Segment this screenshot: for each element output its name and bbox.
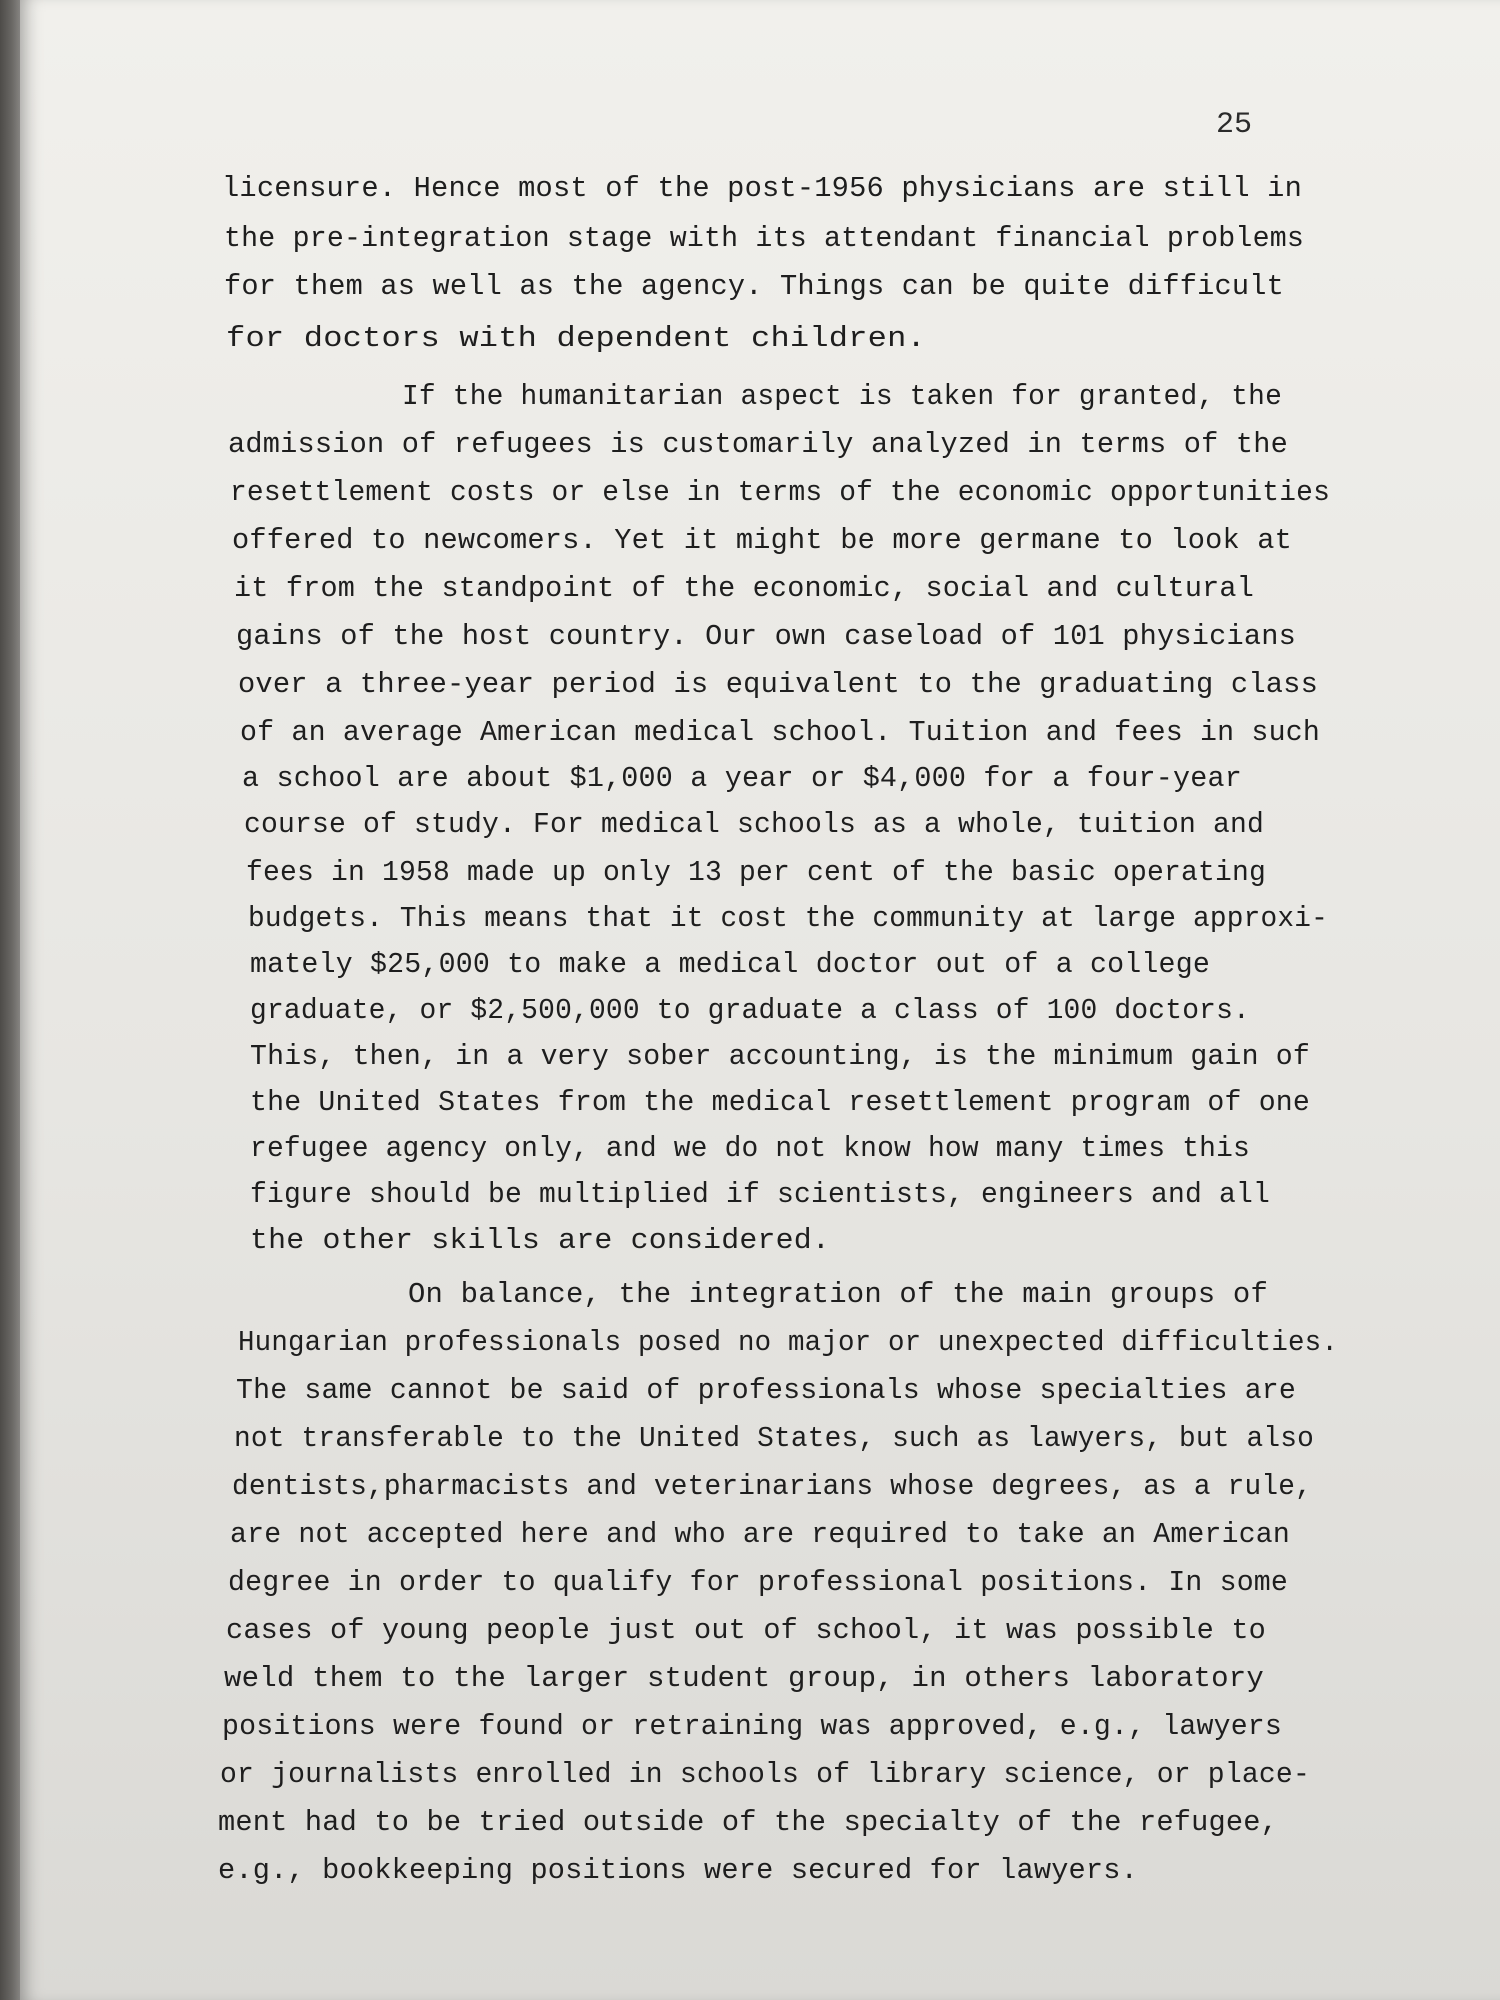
text-line: If the humanitarian aspect is taken for granted, the bbox=[402, 380, 1282, 413]
text-line: admission of refugees is customarily analyzed in terms of the bbox=[228, 428, 1288, 461]
text-line: for them as well as the agency. Things can be quite difficult bbox=[224, 270, 1284, 303]
text-line: of an average American medical school. Tuition and fees in such bbox=[240, 716, 1320, 749]
text-line: resettlement costs or else in terms of the economic opportunities bbox=[230, 476, 1330, 509]
text-line: over a three-year period is equivalent to the graduating class bbox=[238, 668, 1318, 701]
typewritten-page bbox=[20, 0, 1500, 2000]
text-line: e.g., bookkeeping positions were secured for lawyers. bbox=[218, 1854, 1138, 1887]
text-line: degree in order to qualify for professional positions. In some bbox=[228, 1566, 1288, 1599]
text-line: weld them to the larger student group, in others laboratory bbox=[224, 1662, 1264, 1695]
text-line: Hungarian professionals posed no major or unexpected difficulties. bbox=[238, 1326, 1338, 1359]
text-line: or journalists enrolled in schools of library science, or place- bbox=[220, 1758, 1310, 1791]
text-line: budgets. This means that it cost the community at large approxi- bbox=[248, 902, 1328, 935]
text-line: graduate, or $2,500,000 to graduate a class of 100 doctors. bbox=[250, 994, 1250, 1027]
text-line: it from the standpoint of the economic, social and cultural bbox=[234, 572, 1254, 605]
text-line: cases of young people just out of school, it was possible to bbox=[226, 1614, 1266, 1647]
text-line: positions were found or retraining was approved, e.g., lawyers bbox=[222, 1710, 1282, 1743]
text-line: the pre-integration stage with its attendant financial problems bbox=[224, 222, 1304, 255]
text-line: a school are about $1,000 a year or $4,000 for a four-year bbox=[242, 762, 1242, 795]
text-line: On balance, the integration of the main groups of bbox=[408, 1278, 1268, 1311]
text-line: The same cannot be said of professionals whose specialties are bbox=[236, 1374, 1296, 1407]
text-line: refugee agency only, and we do not know how many times this bbox=[250, 1132, 1250, 1165]
text-line: gains of the host country. Our own caseload of 101 physicians bbox=[236, 620, 1296, 653]
page-number: 25 bbox=[1216, 108, 1253, 142]
text-line: mately $25,000 to make a medical doctor out of a college bbox=[250, 948, 1210, 981]
text-line: licensure. Hence most of the post-1956 physicians are still in bbox=[222, 172, 1302, 205]
text-line: course of study. For medical schools as a whole, tuition and bbox=[244, 808, 1264, 841]
text-line: dentists,pharmacists and veterinarians whose degrees, as a rule, bbox=[232, 1470, 1312, 1503]
text-line: offered to newcomers. Yet it might be more germane to look at bbox=[232, 524, 1292, 557]
text-line: are not accepted here and who are required to take an American bbox=[230, 1518, 1290, 1551]
text-line: not transferable to the United States, such as lawyers, but also bbox=[234, 1422, 1314, 1455]
text-line: for doctors with dependent children. bbox=[226, 322, 926, 355]
text-line: fees in 1958 made up only 13 per cent of the basic operating bbox=[246, 856, 1266, 889]
text-line: This, then, in a very sober accounting, is the minimum gain of bbox=[250, 1040, 1310, 1073]
text-line: figure should be multiplied if scientists, engineers and all bbox=[250, 1178, 1270, 1211]
text-line: the other skills are considered. bbox=[250, 1224, 830, 1257]
text-line: ment had to be tried outside of the specialty of the refugee, bbox=[218, 1806, 1278, 1839]
text-line: the United States from the medical resettlement program of one bbox=[250, 1086, 1310, 1119]
